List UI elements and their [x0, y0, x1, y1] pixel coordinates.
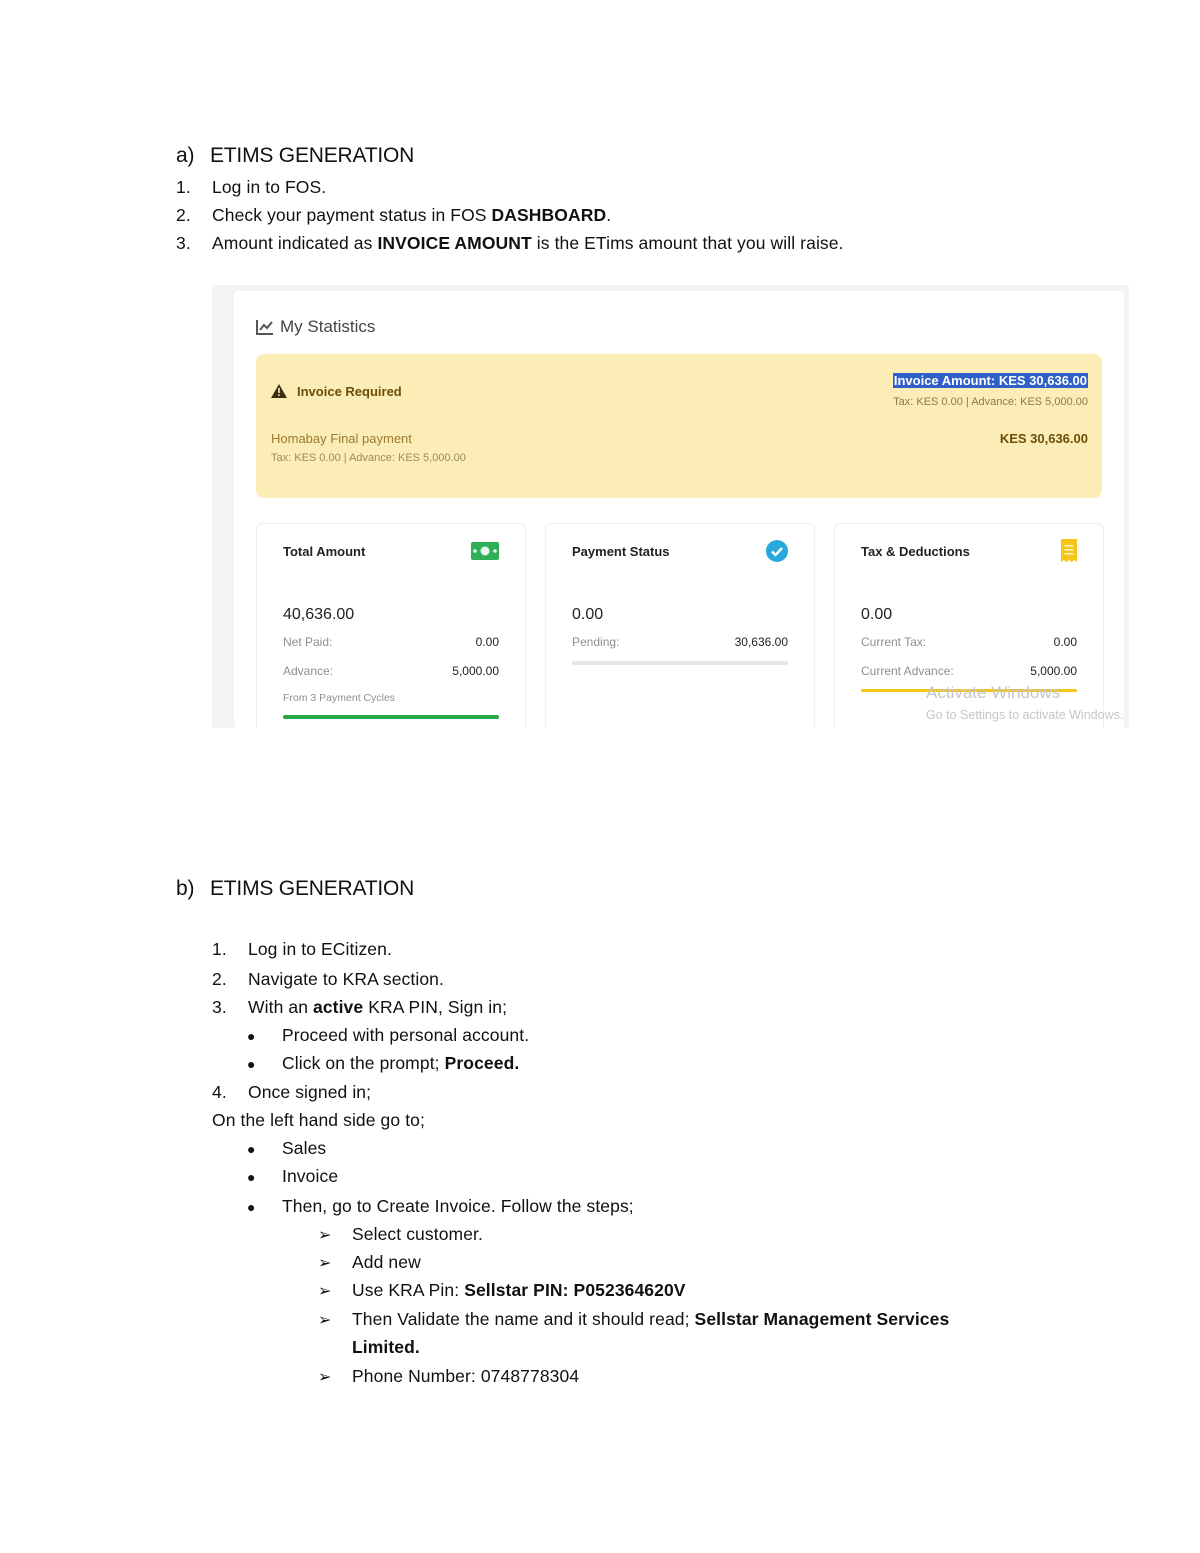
bullet-item: ● Sales — [247, 1138, 327, 1158]
arrow-bullet-icon: ➢ — [318, 1283, 332, 1300]
net-paid-row: Net Paid: 0.00 — [283, 635, 499, 649]
section-a-title: ETIMS GENERATION — [210, 144, 415, 167]
step-text: Log in to ECitizen. — [248, 939, 392, 959]
arrow-item: ➢ Select customer. — [318, 1224, 483, 1244]
invoice-required-label: Invoice Required — [297, 384, 402, 399]
activate-windows-watermark: Activate Windows — [926, 683, 1061, 702]
receipt-icon — [1061, 539, 1077, 562]
total-amount-card — [256, 523, 526, 728]
bullet-item: ● Click on the prompt; Proceed. — [247, 1053, 520, 1073]
step-number: 2. — [176, 205, 191, 225]
pending-progress-bar — [572, 661, 788, 665]
step-text-end: . — [606, 205, 612, 225]
section-b-heading — [176, 877, 414, 901]
step-text: With an — [248, 997, 313, 1017]
card-value: 0.00 — [572, 606, 604, 623]
bullet-icon: ● — [247, 1199, 256, 1215]
current-advance-row: Current Advance: 5,000.00 — [861, 664, 1077, 678]
payment-cycles-note: From 3 Payment Cycles — [283, 692, 396, 704]
arrow-bullet-icon: ➢ — [318, 1312, 332, 1329]
step-text: Once signed in; — [248, 1082, 372, 1102]
arrow-bullet-icon: ➢ — [318, 1227, 332, 1244]
step-text-end: is the ETims amount that you will raise. — [531, 233, 844, 253]
bullet-icon: ● — [247, 1028, 256, 1044]
step-number: 2. — [212, 969, 227, 989]
alert-item-amount: KES 30,636.00 — [999, 431, 1088, 446]
step-a-2 — [176, 205, 611, 226]
section-b-title: ETIMS GENERATION — [210, 877, 415, 900]
money-icon — [471, 542, 499, 560]
arrow-item: ➢ Add new — [318, 1252, 421, 1272]
arrow-item: ➢ Use KRA Pin: Sellstar PIN: P052364620V — [318, 1280, 686, 1300]
alert-tax-advance: Tax: KES 0.00 | Advance: KES 5,000.00 — [893, 396, 1088, 408]
step-number: 3. — [212, 997, 227, 1017]
step-bold: DASHBOARD — [491, 205, 607, 225]
step-number: 4. — [212, 1082, 227, 1102]
step-b-1 — [212, 939, 392, 960]
step-text: Check your payment status in FOS — [212, 205, 492, 225]
step-b-3 — [212, 997, 507, 1018]
card-value: 0.00 — [861, 606, 893, 623]
statistics-card — [234, 291, 1124, 728]
section-b-label: b) — [176, 877, 195, 900]
step-b-2 — [212, 969, 444, 990]
alert-item-detail: Tax: KES 0.00 | Advance: KES 5,000.00 — [271, 452, 466, 464]
step-text-end: KRA PIN, Sign in; — [363, 997, 508, 1017]
step-b-4 — [212, 1082, 371, 1103]
payment-status-card — [545, 523, 815, 728]
bullet-item: ● Proceed with personal account. — [247, 1025, 530, 1045]
statistics-title: My Statistics — [256, 317, 375, 337]
step-text: Log in to FOS. — [212, 177, 327, 197]
pending-row: Pending: 30,636.00 — [572, 635, 788, 649]
arrow-bullet-icon: ➢ — [318, 1255, 332, 1272]
total-progress-bar — [283, 715, 499, 719]
dashboard-screenshot — [212, 285, 1129, 728]
arrow-bullet-icon: ➢ — [318, 1369, 332, 1386]
section-a-label: a) — [176, 144, 195, 167]
invoice-alert — [256, 354, 1102, 498]
bullet-icon: ● — [247, 1141, 256, 1157]
card-value: 40,636.00 — [283, 606, 355, 623]
activate-windows-hint: Go to Settings to activate Windows. — [926, 708, 1124, 722]
step-a-1 — [176, 177, 326, 198]
step-text: Navigate to KRA section. — [248, 969, 444, 989]
bullet-icon: ● — [247, 1169, 256, 1185]
arrow-item: ➢ Phone Number: 0748778304 — [318, 1366, 580, 1386]
left-side-text: On the left hand side go to; — [212, 1110, 425, 1130]
line-chart-icon — [256, 319, 274, 335]
card-title: Total Amount — [283, 544, 366, 559]
arrow-item-continued: Limited. — [352, 1337, 420, 1357]
step-number: 3. — [176, 233, 191, 253]
check-circle-icon — [766, 540, 788, 562]
bullet-icon: ● — [247, 1056, 256, 1072]
invoice-amount-highlight: Invoice Amount: KES 30,636.00 — [893, 373, 1087, 388]
card-title: Tax & Deductions — [861, 544, 970, 559]
step-number: 1. — [176, 177, 191, 197]
warning-icon — [271, 384, 287, 398]
step-text: Amount indicated as — [212, 233, 378, 253]
section-a-heading — [176, 144, 414, 168]
bullet-item: ● Invoice — [247, 1166, 339, 1186]
bullet-item: ● Then, go to Create Invoice. Follow the steps; — [247, 1196, 634, 1216]
step-bold: active — [313, 997, 364, 1017]
advance-row: Advance: 5,000.00 — [283, 664, 499, 678]
alert-item-name: Homabay Final payment — [271, 431, 412, 446]
card-title: Payment Status — [572, 544, 670, 559]
step-bold: INVOICE AMOUNT — [377, 233, 532, 253]
step-number: 1. — [212, 939, 227, 959]
arrow-item: ➢ Then Validate the name and it should read; Sellstar Management Services — [318, 1309, 950, 1329]
current-tax-row: Current Tax: 0.00 — [861, 635, 1077, 649]
step-a-3 — [176, 233, 844, 254]
